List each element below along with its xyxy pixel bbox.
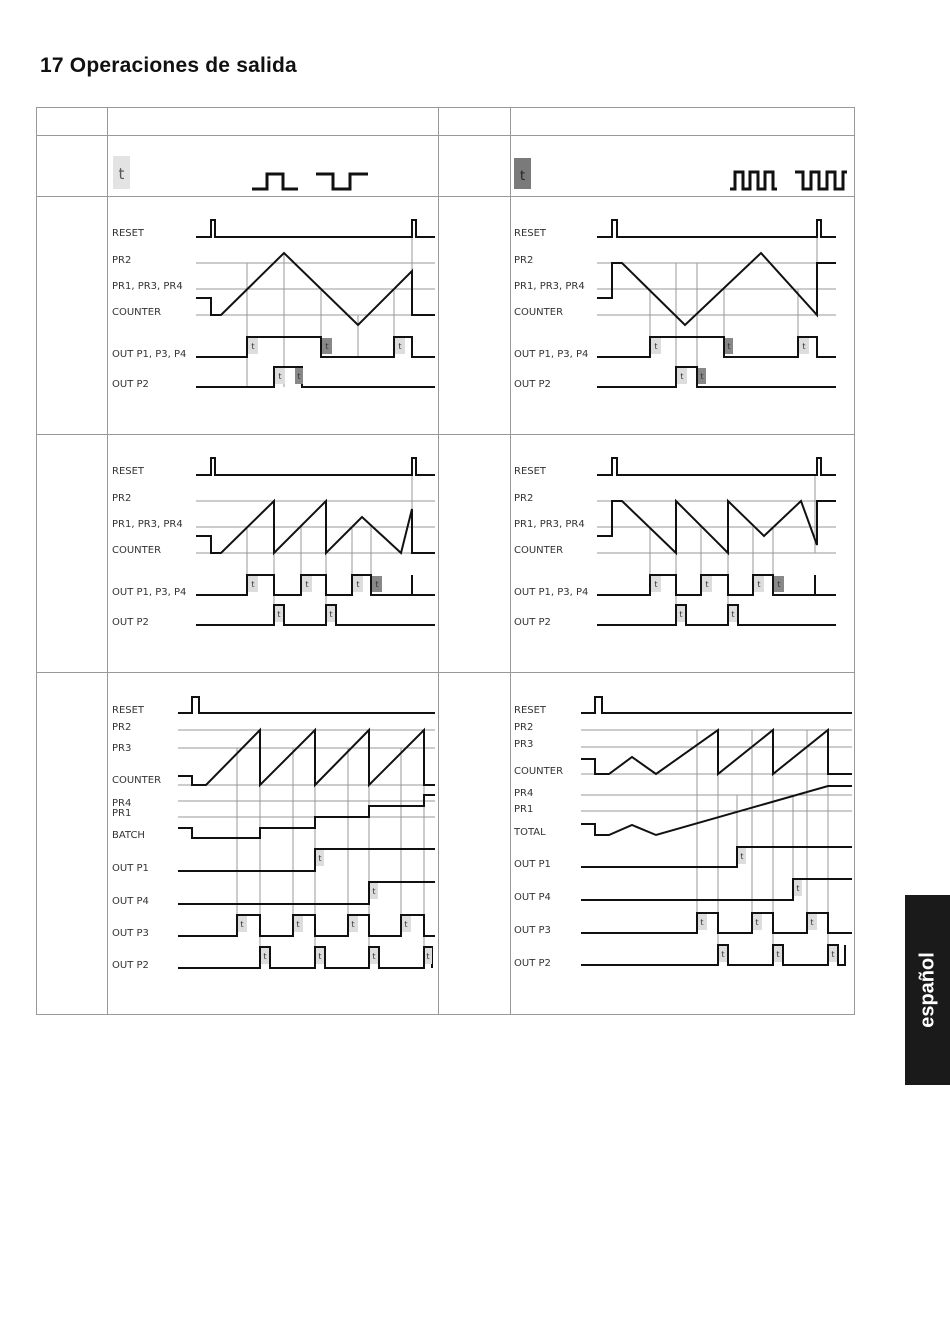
timing-diagram-r1-left	[108, 197, 438, 434]
signal-label: COUNTER	[514, 766, 564, 777]
pulse-train-high-icon	[730, 172, 777, 189]
svg-text:t: t	[757, 580, 761, 589]
svg-text:t: t	[351, 920, 355, 929]
signal-label: PR2	[112, 722, 132, 733]
svg-text:t: t	[251, 580, 255, 589]
signal-label: OUT P2	[112, 379, 149, 390]
svg-text:t: t	[831, 950, 835, 959]
signal-label: PR4	[514, 788, 534, 799]
signal-label: RESET	[112, 228, 145, 239]
pulse-high-icon	[252, 174, 298, 189]
svg-text:t: t	[240, 920, 244, 929]
signal-label: PR1, PR3, PR4	[112, 519, 183, 530]
signal-label: OUT P4	[514, 892, 551, 903]
signal-label: PR3	[514, 739, 534, 750]
timing-diagram-r2-left	[108, 435, 438, 672]
signal-label: COUNTER	[112, 775, 162, 786]
header-symbols	[0, 0, 950, 200]
svg-text:t: t	[251, 342, 255, 351]
svg-text:t: t	[318, 854, 322, 863]
svg-text:t: t	[277, 610, 281, 619]
svg-text:t: t	[755, 918, 759, 927]
language-tab-label: español	[916, 952, 938, 1028]
signal-label: COUNTER	[514, 545, 564, 556]
signal-label: OUT P1, P3, P4	[112, 587, 187, 598]
signal-label: OUT P3	[112, 928, 149, 939]
svg-text:t: t	[679, 610, 683, 619]
signal-label: RESET	[112, 466, 145, 477]
signal-label: COUNTER	[112, 545, 162, 556]
signal-label: COUNTER	[112, 307, 162, 318]
signal-label: PR2	[112, 255, 132, 266]
signal-label: OUT P1, P3, P4	[112, 349, 187, 360]
svg-text:t: t	[305, 580, 309, 589]
svg-text:t: t	[727, 342, 731, 351]
signal-label: TOTAL	[514, 827, 546, 838]
svg-text:t: t	[318, 952, 322, 961]
timing-diagram-r1-right	[511, 197, 851, 434]
signal-label: PR2	[112, 493, 132, 504]
signal-label: COUNTER	[514, 307, 564, 318]
signal-label: RESET	[112, 705, 145, 716]
svg-text:t: t	[296, 920, 300, 929]
page-title: 17 Operaciones de salida	[40, 54, 297, 77]
svg-text:t: t	[810, 918, 814, 927]
signal-label: PR1, PR3, PR4	[514, 519, 585, 530]
timing-diagram-r3-right	[511, 673, 854, 1014]
signal-label: OUT P2	[112, 960, 149, 971]
language-tab	[905, 895, 950, 1085]
svg-text:t: t	[278, 372, 282, 381]
svg-text:t: t	[740, 852, 744, 861]
signal-label: PR1, PR3, PR4	[112, 281, 183, 292]
t-symbol-right: t	[519, 169, 526, 184]
signal-label: PR4	[112, 798, 132, 809]
signal-label: OUT P1, P3, P4	[514, 587, 589, 598]
timing-diagram-r3-left	[108, 673, 438, 1014]
timing-diagram-r2-right	[511, 435, 851, 672]
pulse-train-low-icon	[795, 172, 847, 189]
svg-text:t: t	[731, 610, 735, 619]
signal-label: RESET	[514, 705, 547, 716]
svg-text:t: t	[700, 918, 704, 927]
svg-text:t: t	[654, 342, 658, 351]
svg-text:t: t	[680, 372, 684, 381]
signal-label: RESET	[514, 466, 547, 477]
pulse-low-icon	[316, 174, 368, 189]
svg-text:t: t	[325, 342, 329, 351]
svg-text:t: t	[721, 950, 725, 959]
signal-label: OUT P4	[112, 896, 149, 907]
signal-label: OUT P2	[514, 958, 551, 969]
svg-text:t: t	[705, 580, 709, 589]
svg-text:t: t	[356, 580, 360, 589]
svg-text:t: t	[375, 580, 379, 589]
signal-label: OUT P2	[514, 617, 551, 628]
svg-text:t: t	[796, 884, 800, 893]
svg-text:t: t	[404, 920, 408, 929]
signal-label: PR2	[514, 493, 534, 504]
svg-text:t: t	[329, 610, 333, 619]
signal-label: PR3	[112, 743, 132, 754]
signal-label: PR1	[112, 808, 132, 819]
t-symbol-left: t	[118, 165, 125, 183]
signal-label: OUT P1	[112, 863, 149, 874]
signal-label: PR2	[514, 722, 534, 733]
svg-text:t: t	[700, 372, 704, 381]
signal-label: BATCH	[112, 830, 145, 841]
svg-text:t: t	[372, 887, 376, 896]
svg-text:t: t	[654, 580, 658, 589]
signal-label: PR1, PR3, PR4	[514, 281, 585, 292]
svg-text:t: t	[398, 342, 402, 351]
signal-label: OUT P3	[514, 925, 551, 936]
svg-text:t: t	[802, 342, 806, 351]
svg-text:t: t	[297, 372, 301, 381]
svg-text:t: t	[426, 952, 430, 961]
signal-label: OUT P2	[112, 617, 149, 628]
signal-label: OUT P1	[514, 859, 551, 870]
signal-label: OUT P2	[514, 379, 551, 390]
signal-label: RESET	[514, 228, 547, 239]
svg-text:t: t	[372, 952, 376, 961]
signal-label: PR2	[514, 255, 534, 266]
svg-text:t: t	[777, 580, 781, 589]
signal-label: PR1	[514, 804, 534, 815]
svg-text:t: t	[263, 952, 267, 961]
signal-label: OUT P1, P3, P4	[514, 349, 589, 360]
svg-text:t: t	[776, 950, 780, 959]
